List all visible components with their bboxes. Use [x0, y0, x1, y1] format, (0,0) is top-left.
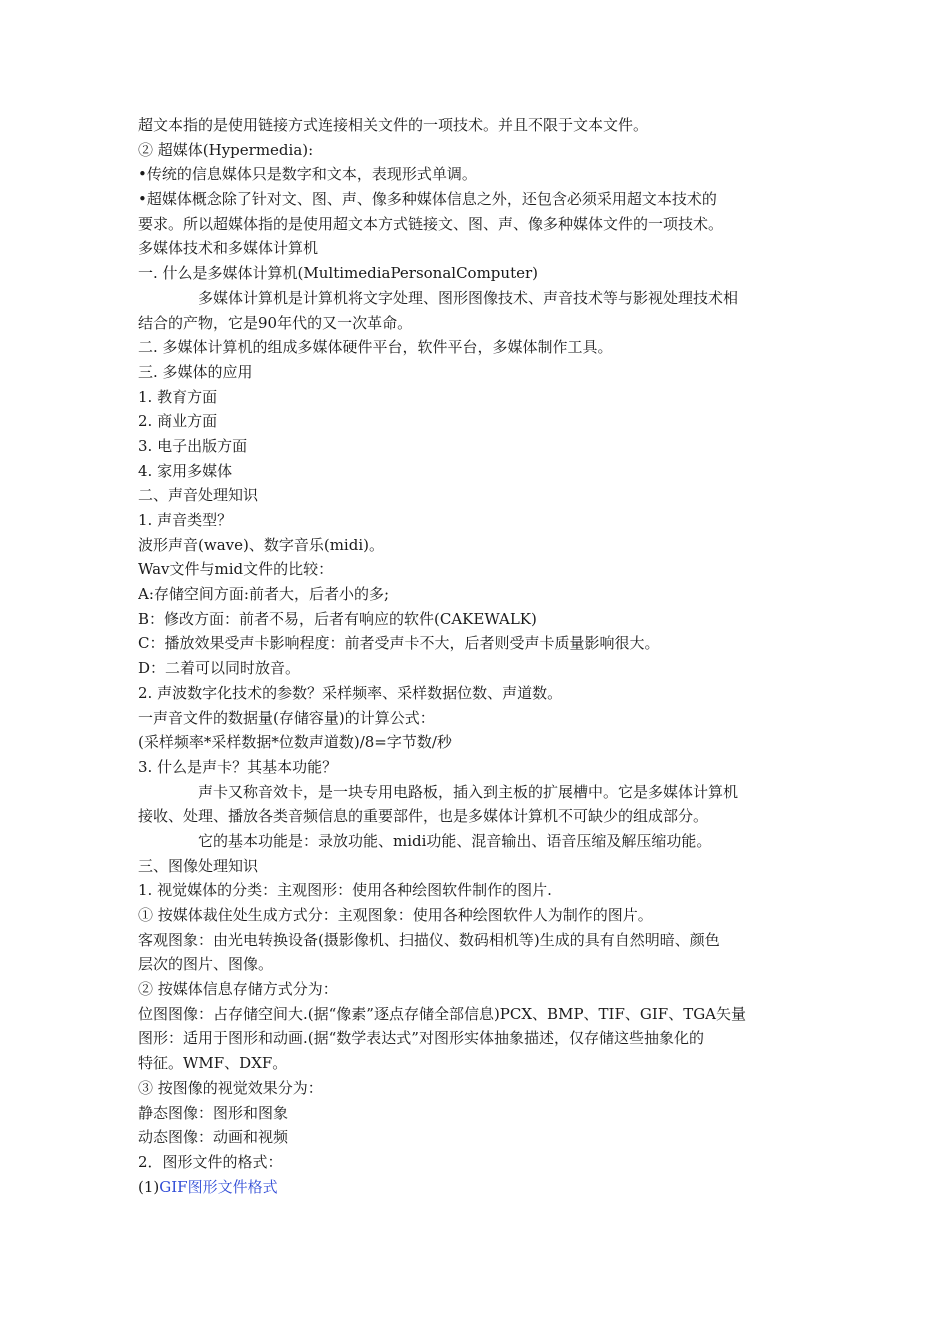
document-line: 二、声音处理知识 [138, 486, 259, 505]
document-line: 层次的图片、图像。 [138, 955, 274, 974]
document-line: 2．图形文件的格式： [138, 1152, 283, 1171]
document-line: •传统的信息媒体只是数字和文本，表现形式单调。 [138, 165, 477, 184]
document-line: 三. 多媒体的应用 [138, 362, 253, 381]
document-line: 3. 电子出版方面 [138, 436, 248, 455]
document-line: ② 按媒体信息存储方式分为： [138, 980, 338, 999]
document-body [138, 113, 814, 1199]
document-line: ② 超媒体(Hypermedia): [138, 140, 314, 159]
document-line: 客观图象：由光电转换设备(摄影像机、扫描仪、数码相机等)生成的具有自然明暗、颜色 [138, 930, 720, 949]
document-line: 2. 商业方面 [138, 412, 218, 431]
document-line: 2. 声波数字化技术的参数？采样频率、采样数据位数、声道数。 [138, 683, 563, 702]
document-line: ① 按媒体裁住处生成方式分：主观图象：使用各种绘图软件人为制作的图片。 [138, 906, 653, 924]
gif-format-link[interactable]: GIF图形文件格式 [159, 1177, 278, 1196]
document-line: 1. 视觉媒体的分类：主观图形：使用各种绘图软件制作的图片. [138, 881, 552, 900]
document-line: 它的基本功能是：录放功能、midi功能、混音输出、语音压缩及解压缩功能。 [198, 831, 712, 850]
document-line: •超媒体概念除了针对文、图、声、像多种媒体信息之外，还包含必须采用超文本技术的 [138, 190, 717, 209]
document-line: (采样频率*采样数据*位数声道数)/8=字节数/秒 [138, 733, 452, 752]
document-line: 特征。WMF、DXF。 [138, 1054, 288, 1073]
document-line: 要求。所以超媒体指的是使用超文本方式链接文、图、声、像多种媒体文件的一项技术。 [138, 214, 724, 233]
document-line: 一. 什么是多媒体计算机(MultimediaPersonalComputer) [138, 264, 538, 283]
document-line: 声卡又称音效卡，是一块专用电路板，插入到主板的扩展槽中。它是多媒体计算机 [198, 782, 739, 801]
document-line: C：播放效果受声卡影响程度：前者受声卡不大，后者则受声卡质量影响很大。 [138, 634, 660, 653]
document-line: 1. 声音类型？ [138, 511, 233, 529]
document-line: Wav文件与mid文件的比较： [138, 560, 334, 579]
document-line: 4. 家用多媒体 [138, 461, 233, 480]
document-line-gif [138, 1175, 814, 1200]
document-line: 1. 教育方面 [138, 387, 218, 406]
document-line: 位图图像：占存储空间大.(据“像素”逐点存储全部信息)PCX、BMP、TIF、GIF、TGA矢量 [138, 1004, 747, 1023]
document-line: 波形声音(wave)、数字音乐(midi)。 [138, 535, 384, 554]
document-line: 结合的产物，它是90年代的又一次革命。 [138, 313, 413, 332]
document-line: A:存储空间方面:前者大，后者小的多; [138, 585, 389, 604]
document-line: 三、图像处理知识 [138, 856, 259, 875]
document-line: 动态图像：动画和视频 [138, 1128, 289, 1147]
document-line: D：二着可以同时放音。 [138, 659, 301, 678]
document-line: 接收、处理、播放各类音频信息的重要部件，也是多媒体计算机不可缺少的组成部分。 [138, 807, 709, 826]
document-line: 一声音文件的数据量(存储容量)的计算公式： [138, 708, 435, 727]
document-line: 3. 什么是声卡？其基本功能？ [138, 757, 338, 776]
document-line: 二. 多媒体计算机的组成多媒体硬件平台，软件平台，多媒体制作工具。 [138, 338, 613, 357]
document-line: 多媒体计算机是计算机将文字处理、图形图像技术、声音技术等与影视处理技术相 [198, 288, 739, 307]
list-number: (1) [138, 1177, 160, 1196]
document-line: ③ 按图像的视觉效果分为： [138, 1078, 323, 1097]
document-line: 超文本指的是使用链接方式连接相关文件的一项技术。并且不限于文本文件。 [138, 116, 649, 134]
document-line: 图形：适用于图形和动画.(据“数学表达式”对图形实体抽象描述，仅存储这些抽象化的 [138, 1029, 704, 1048]
document-line: 静态图像：图形和图象 [138, 1103, 289, 1122]
document-line: 多媒体技术和多媒体计算机 [138, 239, 319, 258]
document-line: B：修改方面：前者不易，后者有响应的软件(CAKEWALK) [138, 609, 537, 628]
